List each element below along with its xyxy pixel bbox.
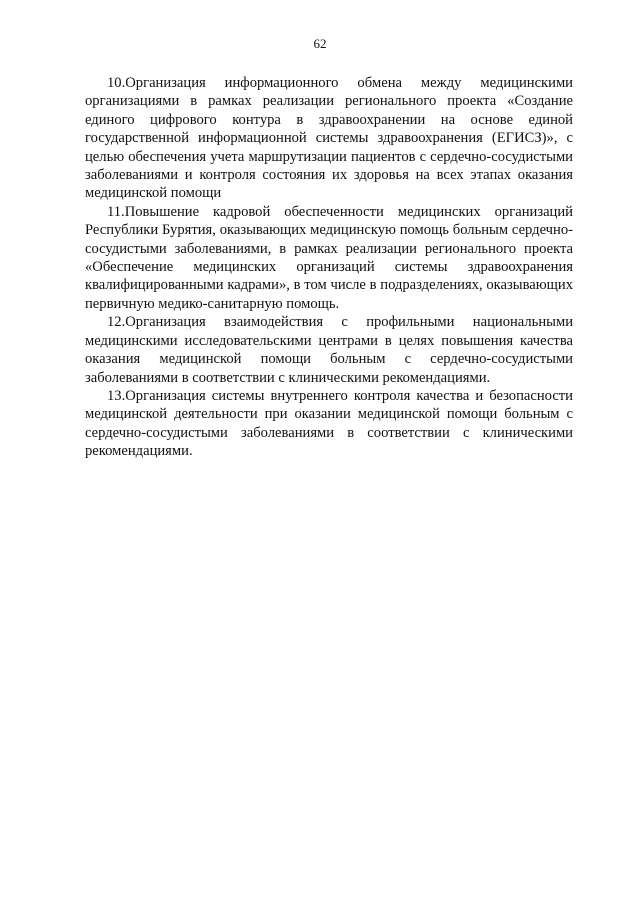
- page-number: 62: [313, 36, 327, 51]
- document-body: [85, 74, 573, 461]
- paragraph-11: 11.Повышение кадровой обеспеченности медицинских организаций Республики Бурятия, оказывающих медицинскую помощь больным сердечно-сосудистыми заболеваниями, в рамках реализации регионального проекта «Обеспечение медицинских организаций системы здравоохранения квалифицированными кадрами», в том числе в подразделениях, оказывающих первичную медико-санитарную помощь.: [85, 203, 573, 312]
- paragraph-12: 12.Организация взаимодействия с профильными национальными медицинскими исследовательскими центрами в целях повышения качества оказания медицинской помощи больным с сердечно-сосудистыми заболеваниями в соответствии с клиническими рекомендациями.: [85, 314, 573, 386]
- paragraph-10: 10.Организация информационного обмена между медицинскими организациями в рамках реализации регионального проекта «Создание единого цифрового контура в здравоохранении на основе единой государственной информационной системы здравоохранения (ЕГИСЗ)», с целью обеспечения учета маршрутизации пациентов с сердечно-сосудистыми заболеваниями и контроля состояния их здоровья на всех этапах оказания медицинской помощи: [85, 75, 573, 202]
- paragraph-13: 13.Организация системы внутреннего контроля качества и безопасности медицинской деятельности при оказании медицинской помощи больным с сердечно-сосудистыми заболеваниями в соответствии с клиническими рекомендациями.: [85, 387, 573, 460]
